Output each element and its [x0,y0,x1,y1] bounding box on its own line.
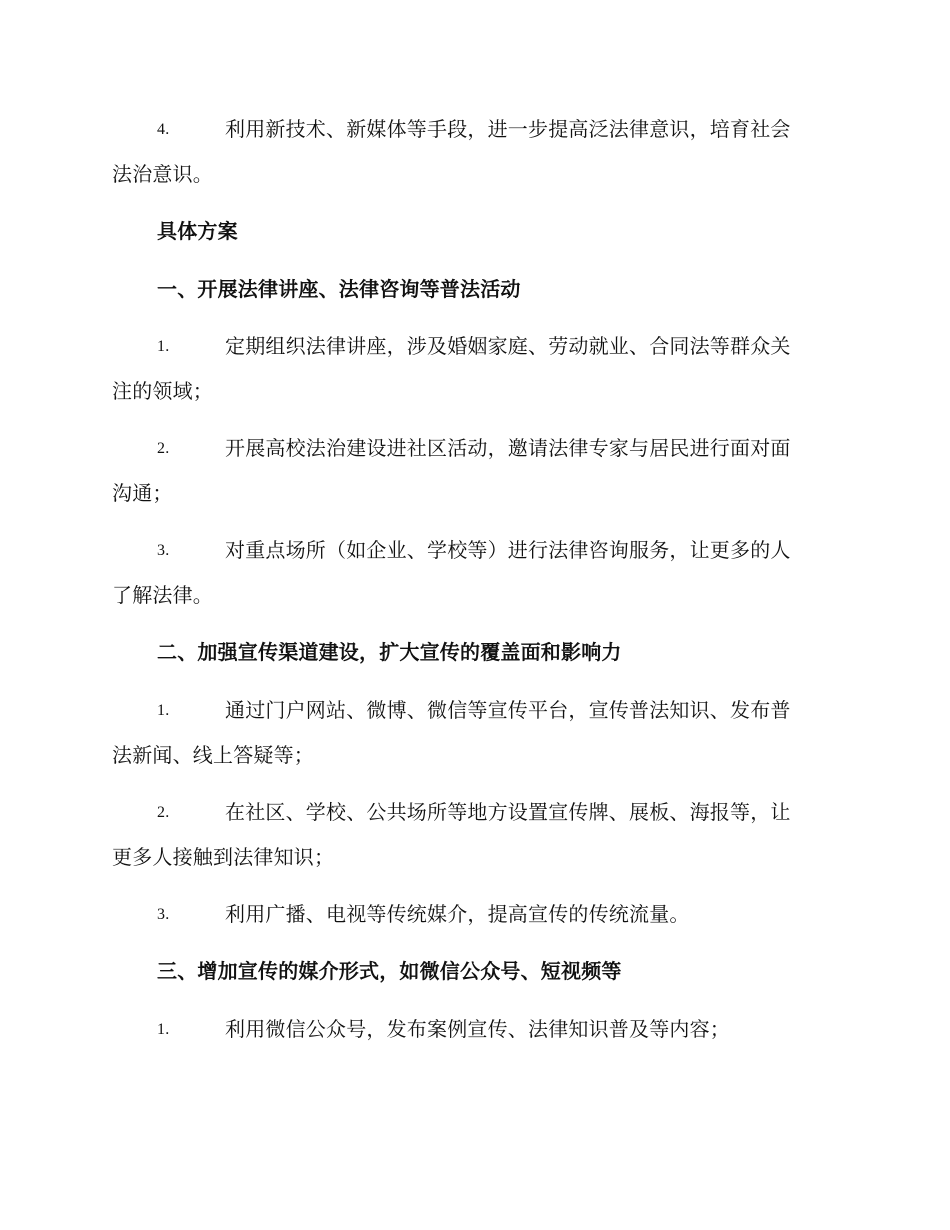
list-item [112,892,834,937]
item-number: 1. [157,338,170,355]
section-heading: 二、加强宣传渠道建设，扩大宣传的覆盖面和影响力 [157,640,622,664]
item-number: 2. [157,440,170,457]
item-number: 4. [157,121,170,138]
section-heading: 三、增加宣传的媒介形式，如微信公众号、短视频等 [157,959,622,983]
item-text: 在社区、学校、公共场所等地方设置宣传牌、展板、海报等，让 [225,800,791,824]
item-text: 定期组织法律讲座，涉及婚姻家庭、劳动就业、合同法等群众关 [225,334,791,358]
item-number: 3. [157,542,170,559]
list-item [112,107,834,197]
item-number: 2. [157,804,170,821]
item-text: 利用广播、电视等传统媒介，提高宣传的传统流量。 [225,902,690,926]
item-text: 通过门户网站、微博、微信等宣传平台，宣传普法知识、发布普 [225,698,791,722]
item-text: 开展高校法治建设进社区活动，邀请法律专家与居民进行面对面 [225,436,791,460]
item-number: 1. [157,702,170,719]
item-text: 利用新技术、新媒体等手段，进一步提高泛法律意识，培育社会 [225,117,791,141]
list-item [112,1007,834,1052]
list-item [112,324,834,414]
item-text: 利用微信公众号，发布案例宣传、法律知识普及等内容； [225,1017,730,1041]
section-heading: 一、开展法律讲座、法律咨询等普法活动 [157,277,521,301]
plan-heading: 具体方案 [157,219,238,243]
item-text-continued: 沟通； [112,481,173,505]
item-text-continued: 注的领域； [112,379,213,403]
list-item [112,790,834,880]
item-text-continued: 更多人接触到法律知识； [112,845,335,869]
item-text: 对重点场所（如企业、学校等）进行法律咨询服务，让更多的人 [225,538,791,562]
item-text-continued: 法新闻、线上答疑等； [112,743,314,767]
item-text-continued: 法治意识。 [112,162,213,186]
list-item [112,426,834,516]
list-item [112,688,834,778]
item-text-continued: 了解法律。 [112,583,213,607]
item-number: 1. [157,1021,170,1038]
list-item [112,528,834,618]
item-number: 3. [157,906,170,923]
